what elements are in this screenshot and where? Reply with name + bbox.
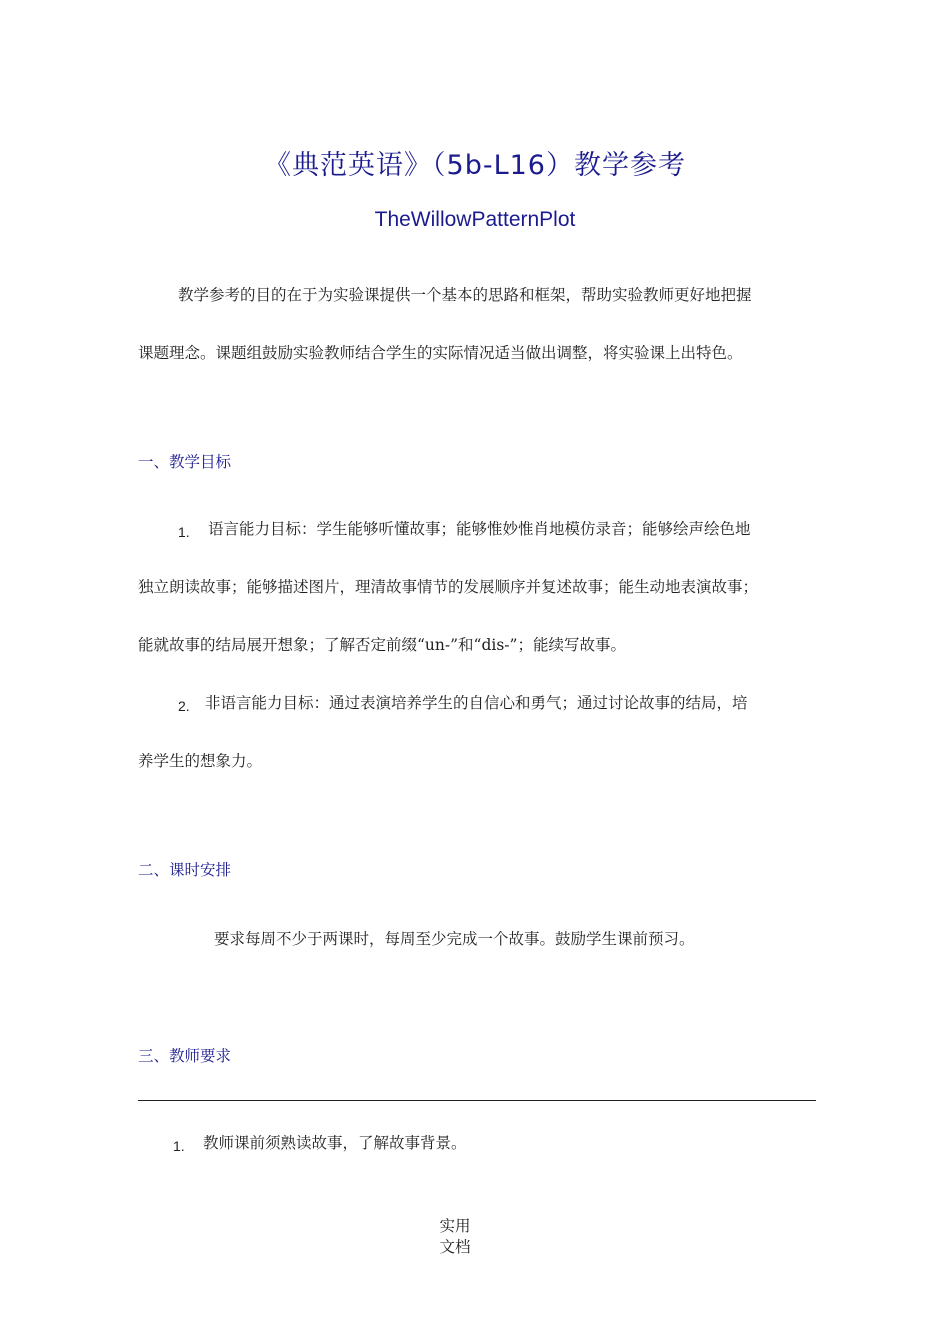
section-heading-teacher: 三、教师要求 xyxy=(138,1047,232,1065)
intro-line-2: 课题理念。课题组鼓励实验教师结合学生的实际情况适当做出调整，将实验课上出特色。 xyxy=(138,344,743,362)
page-subtitle: TheWillowPatternPlot xyxy=(374,208,576,231)
page-title: 《典范英语》（5b-L16）教学参考 xyxy=(264,150,686,181)
intro-line-1: 教学参考的目的在于为实验课提供一个基本的思路和框架，帮助实验教师更好地把握 xyxy=(178,286,752,304)
section-heading-schedule: 二、课时安排 xyxy=(138,861,232,879)
section-heading-goals: 一、教学目标 xyxy=(138,453,232,471)
goal-1-line-2: 独立朗读故事；能够描述图片，理清故事情节的发展顺序并复述故事；能生动地表演故事； xyxy=(138,578,759,596)
list-number: 1. xyxy=(173,1138,185,1154)
horizontal-rule xyxy=(138,1100,816,1101)
list-number: 1. xyxy=(178,524,190,540)
goal-1-line-3: 能就故事的结局展开想象；了解否定前缀“un-”和“dis-”；能续写故事。 xyxy=(138,636,626,654)
goal-2-line-1: 非语言能力目标：通过表演培养学生的自信心和勇气；通过讨论故事的结局，培 xyxy=(205,694,748,712)
goal-2-line-2: 养学生的想象力。 xyxy=(138,752,263,770)
footer-line-1: 实用 xyxy=(439,1217,471,1235)
list-number: 2. xyxy=(178,698,190,714)
footer-line-2: 文档 xyxy=(439,1238,471,1256)
teacher-req-1: 教师课前须熟读故事，了解故事背景。 xyxy=(203,1134,467,1152)
goal-1-line-1: 语言能力目标：学生能够听懂故事；能够惟妙惟肖地模仿录音；能够绘声绘色地 xyxy=(208,520,751,538)
schedule-text: 要求每周不少于两课时，每周至少完成一个故事。鼓励学生课前预习。 xyxy=(214,930,695,948)
